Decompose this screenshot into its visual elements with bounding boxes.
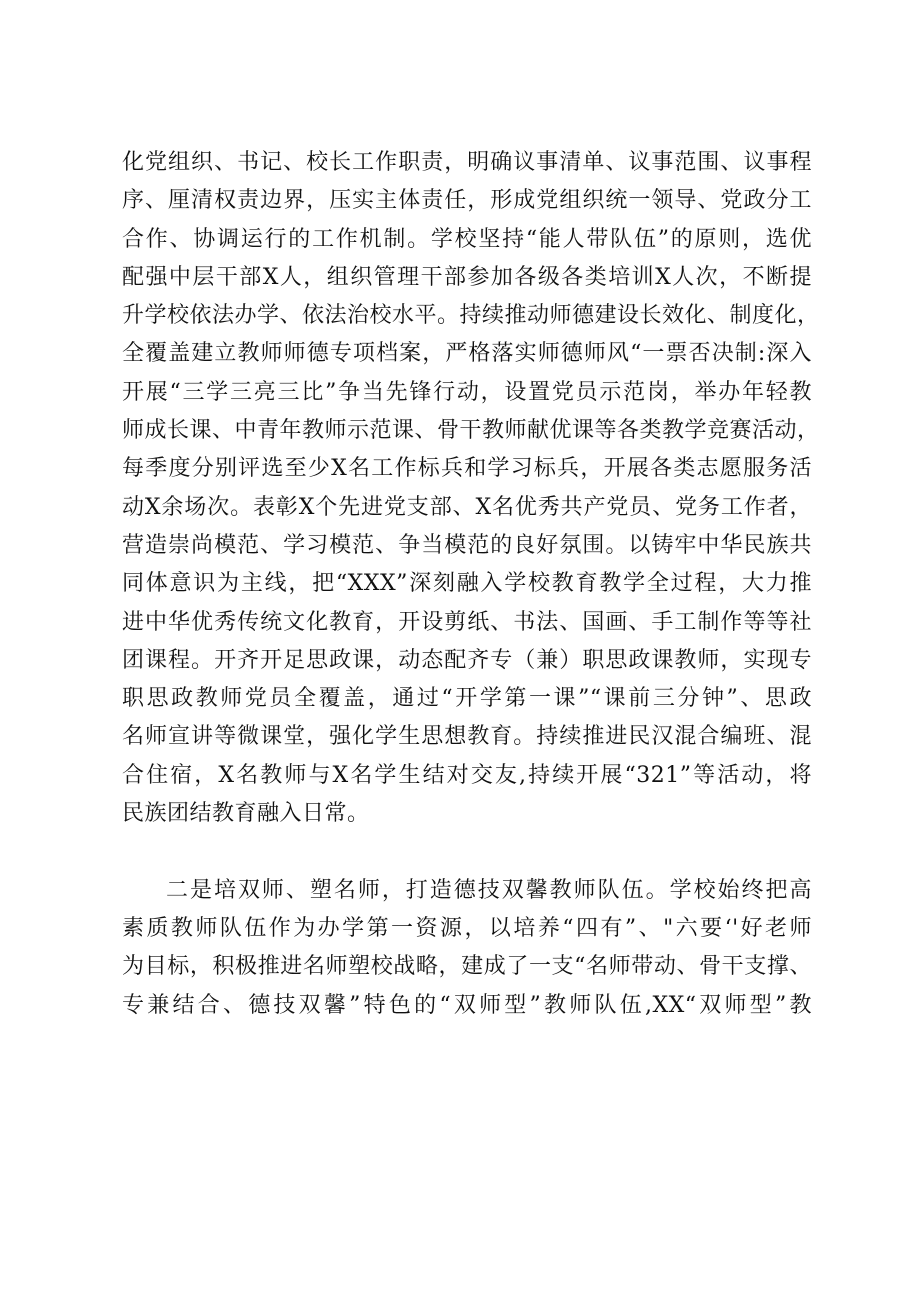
text-line: 进中华优秀传统文化教育，开设剪纸、书法、国画、手工制作等等社 bbox=[122, 609, 812, 635]
text-line: 职思政教师党员全覆盖，通过“开学第一课”“课前三分钟”、思政 bbox=[122, 686, 812, 712]
text-line: 配强中层干部X人，组织管理干部参加各级各类培训X人次，不断提 bbox=[122, 264, 812, 290]
text-line: 为目标，积极推进名师塑校战略，建成了一支“名师带动、骨干支撑、 bbox=[122, 954, 812, 980]
text-line: 民族团结教育融入日常。 bbox=[122, 801, 370, 827]
text-line: 同体意识为主线，把“XXX”深刻融入学校教育教学全过程，大力推 bbox=[122, 571, 812, 597]
text-line: 名师宣讲等微课堂，强化学生思想教育。持续推进民汉混合编班、混 bbox=[122, 724, 812, 750]
paragraph-2 bbox=[122, 872, 812, 1025]
text-line: 师成长课、中青年教师示范课、骨干教师献优课等各类教学竞赛活动， bbox=[122, 418, 820, 444]
text-line: 全覆盖建立教师师德专项档案，严格落实师德师风“一票否决制:深入 bbox=[122, 341, 812, 367]
text-line: 合作、协调运行的工作机制。学校坚持“能人带队伍”的原则，选优 bbox=[122, 226, 812, 252]
text-line: 二是培双师、塑名师，打造德技双馨教师队伍。学校始终把高 bbox=[166, 877, 812, 903]
text-line: 动X余场次。表彰X个先进党支部、X名优秀共产党员、党务工作者， bbox=[122, 494, 812, 520]
text-line: 团课程。开齐开足思政课，动态配齐专（兼）职思政课教师，实现专 bbox=[122, 647, 812, 673]
text-line: 升学校依法办学、依法治校水平。持续推动师德建设长效化、制度化， bbox=[122, 303, 820, 329]
text-line: 营造崇尚模范、学习模范、争当模范的良好氛围。以铸牢中华民族共 bbox=[122, 532, 812, 558]
document-body bbox=[122, 144, 820, 1025]
text-line: 开展“三学三亮三比”争当先锋行动，设置党员示范岗，举办年轻教 bbox=[122, 379, 812, 405]
paragraph-gap bbox=[122, 833, 812, 871]
text-line: 合住宿，X名教师与X名学生结对交友,持续开展“321”等活动，将 bbox=[122, 762, 812, 788]
text-line: 序、厘清权责边界，压实主体责任，形成党组织统一领导、党政分工 bbox=[122, 188, 812, 214]
paragraph-1 bbox=[122, 144, 820, 833]
text-line: 素质教师队伍作为办学第一资源，以培养“四有”、"六要‘'好老师 bbox=[122, 915, 813, 941]
text-line: 每季度分别评选至少X名工作标兵和学习标兵，开展各类志愿服务活 bbox=[122, 456, 812, 482]
text-line: 专兼结合、德技双馨”特色的“双师型”教师队伍,XX“双师型”教 bbox=[122, 992, 812, 1018]
text-line: 化党组织、书记、校长工作职责，明确议事清单、议事范围、议事程 bbox=[122, 150, 812, 175]
